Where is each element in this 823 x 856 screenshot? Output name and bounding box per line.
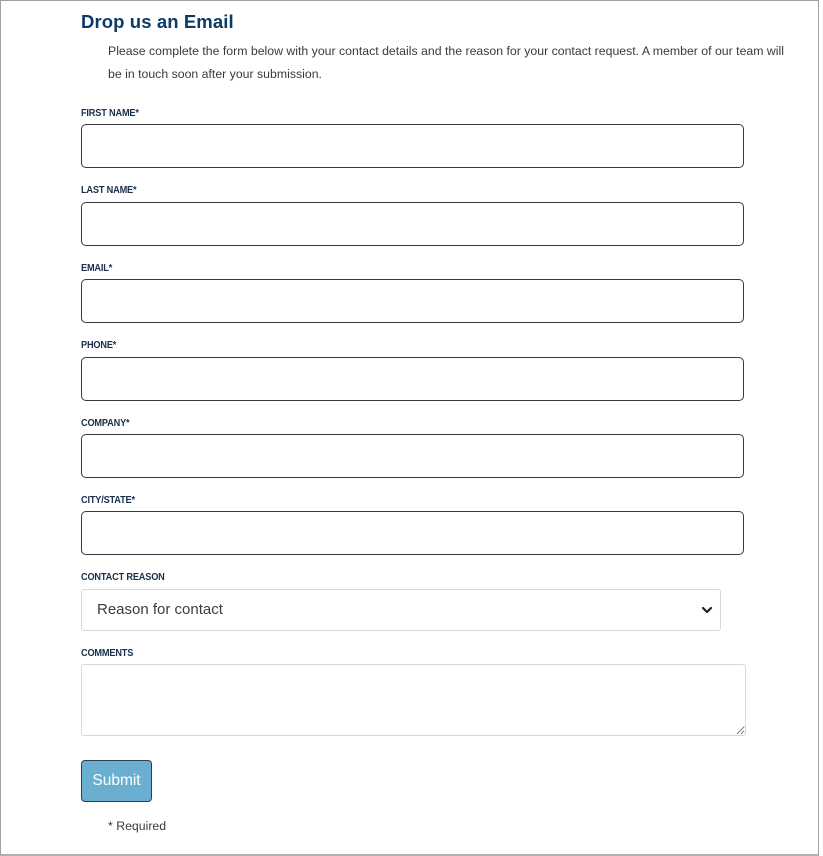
company-input[interactable] — [81, 434, 744, 478]
email-label: EMAIL* — [81, 263, 113, 274]
last-name-label: LAST NAME* — [81, 185, 137, 196]
city-state-input[interactable] — [81, 511, 744, 555]
form-title: Drop us an Email — [81, 11, 234, 32]
phone-input[interactable] — [81, 357, 744, 401]
comments-label: COMMENTS — [81, 648, 134, 659]
first-name-input[interactable] — [81, 124, 744, 168]
last-name-input[interactable] — [81, 202, 744, 246]
chevron-down-icon — [700, 603, 714, 617]
form-intro: Please complete the form below with your contact details and the reason for your contact request. A member of our team will be in touch soon after your submission. — [108, 44, 784, 81]
phone-label: PHONE* — [81, 340, 117, 351]
city-state-label: CITY/STATE* — [81, 495, 135, 506]
contact-reason-label: CONTACT REASON — [81, 572, 165, 583]
first-name-label: FIRST NAME* — [81, 108, 139, 119]
email-input[interactable] — [81, 279, 744, 323]
company-label: COMPANY* — [81, 418, 130, 429]
submit-button[interactable]: Submit — [81, 760, 152, 802]
contact-reason-selected: Reason for contact — [97, 601, 223, 618]
comments-textarea[interactable] — [81, 664, 746, 736]
required-note: * Required — [108, 819, 167, 833]
contact-reason-select[interactable] — [81, 589, 721, 631]
